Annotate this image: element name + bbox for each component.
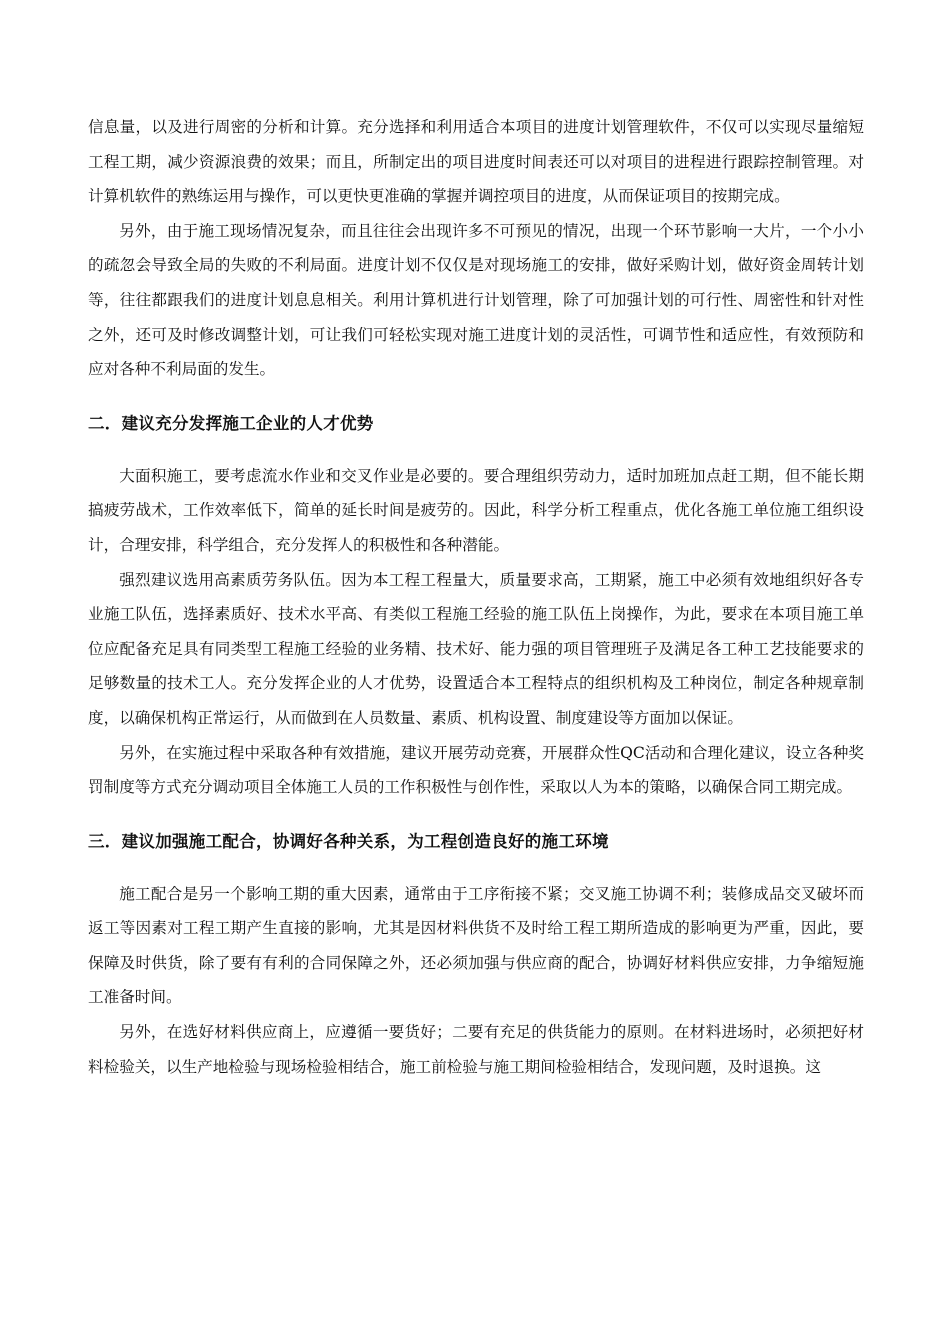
- paragraph: 强烈建议选用高素质劳务队伍。因为本工程工程量大，质量要求高，工期紧，施工中必须有效地组织好各专业施工队伍，选择素质好、技术水平高、有类似工程施工经验的施工队伍上岗操作，为此，要求在本项目施工单位应配备充足具有同类型工程施工经验的业务精、技术好、能力强的项目管理班子及满足各工种工艺技能要求的足够数量的技术工人。充分发挥企业的人才优势，设置适合本工程特点的组织机构及工种岗位，制定各种规章制度，以确保机构正常运行，从而做到在人员数量、素质、机构设置、制度建设等方面加以保证。: [88, 570, 864, 727]
- paragraph: 另外，在实施过程中采取各种有效措施，建议开展劳动竞赛，开展群众性QC活动和合理化建议，设立各种奖罚制度等方式充分调动项目全体施工人员的工作积极性与创作性，采取以人为本的策略，以确保合同工期完成。: [88, 743, 864, 797]
- section-heading: 三．建议加强施工配合，协调好各种关系，为工程创造良好的施工环境: [88, 831, 609, 851]
- paragraph: 另外，由于施工现场情况复杂，而且往往会出现许多不可预见的情况，出现一个环节影响一大片，一个小小的疏忽会导致全局的失败的不利局面。进度计划不仅仅是对现场施工的安排，做好采购计划，做好资金周转计划等，往往都跟我们的进度计划息息相关。利用计算机进行计划管理，除了可加强计划的可行性、周密性和针对性之外，还可及时修改调整计划，可让我们可轻松实现对施工进度计划的灵活性，可调节性和适应性，有效预防和应对各种不利局面的发生。: [88, 221, 864, 379]
- paragraph: 另外，在选好材料供应商上，应遵循一要货好；二要有充足的供货能力的原则。在材料进场时，必须把好材料检验关，以生产地检验与现场检验相结合，施工前检验与施工期间检验相结合，发现问题，及时退换。这: [88, 1023, 864, 1076]
- paragraph: 大面积施工，要考虑流水作业和交叉作业是必要的。要合理组织劳动力，适时加班加点赶工期，但不能长期搞疲劳战术，工作效率低下，简单的延长时间是疲劳的。因此，科学分析工程重点，优化各施工单位施工组织设计，合理安排，科学组合，充分发挥人的积极性和各种潜能。: [88, 466, 864, 554]
- document-page: [88, 110, 864, 1084]
- paragraph: 信息量，以及进行周密的分析和计算。充分选择和利用适合本项目的进度计划管理软件，不仅可以实现尽量缩短工程工期，减少资源浪费的效果；而且，所制定出的项目进度时间表还可以对项目的进程进行跟踪控制管理。对计算机软件的熟练运用与操作，可以更快更准确的掌握并调控项目的进度，从而保证项目的按期完成。: [88, 118, 864, 206]
- section-heading: 二．建议充分发挥施工企业的人才优势: [88, 413, 374, 433]
- paragraph: 施工配合是另一个影响工期的重大因素，通常由于工序衔接不紧；交叉施工协调不利；装修成品交叉破坏而返工等因素对工程工期产生直接的影响，尤其是因材料供货不及时给工程工期所造成的影响更为严重，因此，要保障及时供货，除了要有有利的合同保障之外，还必须加强与供应商的配合，协调好材料供应安排，力争缩短施工准备时间。: [88, 884, 864, 1007]
